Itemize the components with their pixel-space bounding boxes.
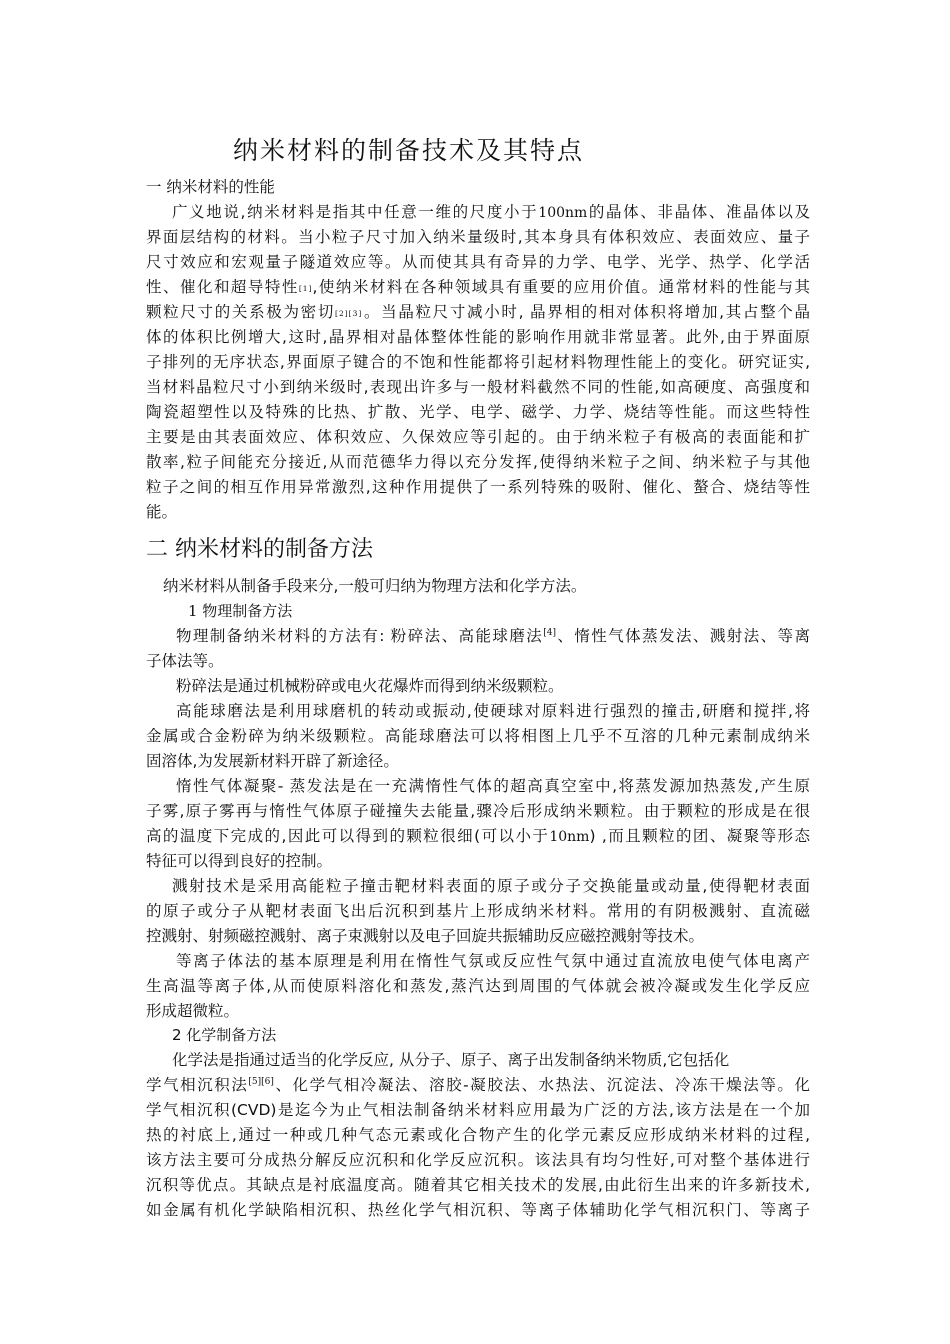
section-1-line-10: 主要是由其表面效应、体积效应、久保效应等引起的。由于纳米粒子有极高的表面能和扩 [146,428,810,446]
text-run: 学气相沉积法 [146,1076,249,1094]
sub1-p4-line-1: 惰性气体凝聚- 蒸发法是在一充满惰性气体的超高真空室中,将蒸发源加热蒸发,产生原 [176,777,810,795]
section-1-line-2: 界面层结构的材料。当小粒子尺寸加入纳米量级时,其本身具有体积效应、表面效应、量子 [146,228,810,246]
section-1-line-12: 粒子之间的相互作用异常激烈,这种作用提供了一系列特殊的吸附、催化、螯合、烧结等性 [146,478,810,496]
sub2-line-7: 如金属有机化学缺陷相沉积、热丝化学气相沉积、等离子体辅助化学气相沉积门、等离子 [146,1201,810,1219]
section-1-line-1 [172,200,810,225]
section-1-line-13: 能。 [146,503,178,521]
sub1-p6-line-1: 等离子体法的基本原理是利用在惰性气氛或反应性气氛中通过直流放电使气体电离产 [176,952,810,970]
section-1-line-9: 陶瓷超塑性以及特殊的比热、扩散、光学、电学、磁学、力学、烧结等性能。而这些特性 [146,403,810,421]
sub2-line-3: 学气相沉积(CVD)是迄今为止气相法制备纳米材料应用最为广泛的方法,该方法是在一个加 [146,1101,810,1119]
sub2-line-5: 该方法主要可分成热分解反应沉积和化学反应沉积。该法具有均匀性好,可对整个基体进行 [146,1151,810,1169]
sub1-p5-line-1: 溅射技术是采用高能粒子撞击靶材料表面的原子或分子交换能量或动量,使得靶材表面 [172,877,810,895]
text-run: 颗粒尺寸的关系极为密切 [146,303,336,321]
text-run: 性、催化和超导特性 [146,278,299,296]
text-run: ,使纳米材料在各种领域具有重要的应用价值。通常材料的性能与其 [312,278,810,296]
section-2-intro: 纳米材料从制备手段来分,一般可归纳为物理方法和化学方法。 [163,577,587,595]
sub1-p5-line-2: 的原子或分子从靶材表面飞出后沉积到基片上形成纳米材料。常用的有阴极溅射、直流磁 [146,902,810,920]
text-run: 的晶体、非晶体、准晶体以及 [587,203,810,221]
document-title: 纳米材料的制备技术及其特点 [233,136,585,165]
section-1-line-4 [146,275,810,300]
citation-ref: [1] [298,284,313,293]
sub1-p4-line-4: 特征可以得到良好的控制。 [146,852,333,870]
text-run: 。当晶粒尺寸减小时, 晶界相的相对体积将增加,其占整个晶 [362,303,810,321]
sub1-p4-line-3 [146,824,810,849]
section-1-heading: 一 纳米材料的性能 [146,178,275,196]
citation-ref: [2][3] [335,309,363,318]
subsection-2-heading: 2 化学制备方法 [172,1026,277,1044]
text-run: 广义地说,纳米材料是指其中任意一维的尺度小于 [172,203,539,221]
section-1-line-5 [146,300,810,325]
section-1-line-3: 尺寸效应和宏观量子隧道效应等。从而使其具有奇异的力学、电学、光学、热学、化学活 [146,253,810,271]
text-run: 高的温度下完成的,因此可以得到的颗粒很细(可以小于 [146,827,550,845]
subsection-1-heading: 1 物理制备方法 [188,602,293,620]
sub1-p6-line-3: 形成超微粒。 [146,1002,240,1020]
text-run: 、化学气相冷凝法、溶胶-凝胶法、水热法、沉淀法、冷冻干燥法等。化 [273,1076,810,1094]
sub1-p3-line-1: 高能球磨法是利用球磨机的转动或振动,使硬球对原料进行强烈的撞击,研磨和搅拌,将 [176,702,810,720]
text-run: 10nm [549,829,590,845]
text-run: 物理制备纳米材料的方法有: 粉碎法、高能球磨法 [176,627,544,645]
sub1-p4-line-2: 子雾,原子雾再与惰性气体原子碰撞失去能量,骤冷后形成纳米颗粒。由于颗粒的形成是在很 [146,802,810,820]
sub1-p1-line-2: 子体法等。 [146,652,224,670]
section-1-line-8: 当材料晶粒尺寸小到纳米级时,表现出许多与一般材料截然不同的性能,如高硬度、高强度和 [146,378,810,396]
sub2-line-4: 热的衬底上,通过一种或几种气态元素或化合物产生的化学元素反应形成纳米材料的过程, [146,1126,810,1144]
sub2-line-2 [146,1073,810,1098]
text-run: ) ,而且颗粒的团、凝聚等形态 [589,827,811,845]
sub1-p1-line-1 [176,624,810,649]
sub2-line-6: 沉积等优点。其缺点是衬底温度高。随着其它相关技术的发展,由此衍生出来的许多新技术, [146,1176,810,1194]
citation-ref: [5][6] [248,1077,274,1087]
section-1-line-6: 体的体积比例增大,这时,晶界相对晶体整体性能的影响作用就非常显著。此外,由于界面原 [146,328,810,346]
sub1-p6-line-2: 生高温等离子体,从而使原料溶化和蒸发,蒸汽达到周围的气体就会被冷凝或发生化学反应 [146,977,810,995]
sub2-line-1: 化学法是指通过适当的化学反应, 从分子、原子、离子出发制备纳米物质,它包括化 [172,1051,730,1069]
citation-ref: [4] [543,628,556,638]
section-1-line-7: 子排列的无序状态,界面原子键合的不饱和性能都将引起材料物理性能上的变化。研究证实, [146,353,810,371]
sub1-p3-line-2: 金属或合金粉碎为纳米级颗粒。高能球磨法可以将相图上几乎不互溶的几种元素制成纳米 [146,727,810,745]
text-run: 100nm [538,205,588,221]
text-run: 、惰性气体蒸发法、溅射法、等离 [555,627,810,645]
sub1-p3-line-3: 固溶体,为发展新材料开辟了新途径。 [146,752,399,770]
section-1-line-11: 散率,粒子间能充分接近,从而范德华力得以充分发挥,使得纳米粒子之间、纳米粒子与其他 [146,453,810,471]
sub1-p2: 粉碎法是通过机械粉碎或电火花爆炸而得到纳米级颗粒。 [176,677,564,695]
section-2-heading: 二 纳米材料的制备方法 [146,537,373,562]
sub1-p5-line-3: 控溅射、射频磁控溅射、离子束溅射以及电子回旋共振辅助反应磁控溅射等技术。 [146,927,705,945]
